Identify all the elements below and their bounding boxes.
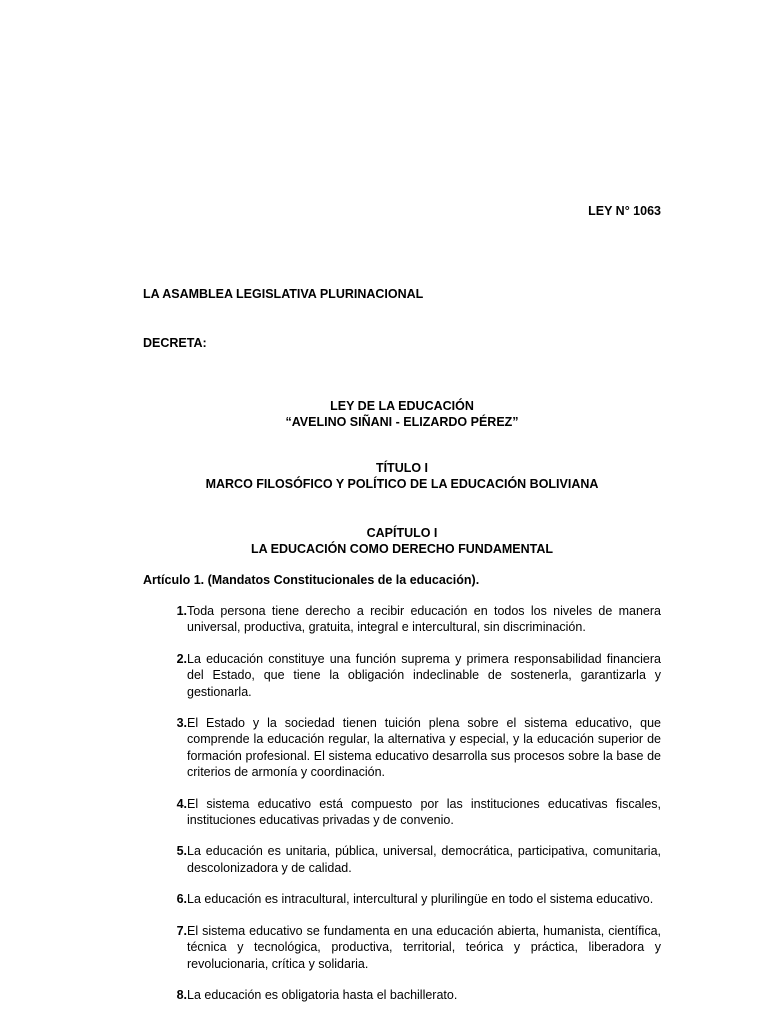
item-number: 3.	[176, 716, 187, 731]
item-text: La educación es obligatoria hasta el bachillerato.	[187, 987, 458, 1002]
item-number: 1.	[176, 604, 187, 618]
list-item	[143, 651, 661, 700]
law-title	[143, 398, 661, 430]
item-text: La educación es unitaria, pública, universal, democrática, participativa, comunitaria, descolonizadora y de calidad.	[187, 844, 661, 875]
item-number: 5.	[176, 844, 187, 859]
list-item	[143, 987, 661, 1003]
article-heading: Artículo 1. (Mandatos Constitucionales de la educación).	[143, 573, 480, 587]
item-number: 7.	[176, 923, 187, 938]
item-text: La educación constituye una función suprema y primera responsabilidad financiera del Estado, que tiene la obligación indeclinable de sostenerla, garantizarla y gestionarla.	[187, 651, 661, 699]
list-item	[143, 843, 661, 876]
item-number: 4.	[176, 796, 187, 811]
decreta-heading: DECRETA:	[143, 336, 207, 350]
item-text: La educación es intracultural, intercultural y plurilingüe en todo el sistema educativo.	[187, 892, 654, 907]
title-number: TÍTULO I	[375, 461, 429, 475]
item-number: 8.	[176, 987, 187, 1002]
list-item	[143, 923, 661, 972]
chapter-heading	[143, 525, 661, 557]
item-number: 6.	[176, 892, 187, 907]
list-item	[143, 603, 661, 636]
law-title-line2: “AVELINO SIÑANI - ELIZARDO PÉREZ”	[285, 415, 519, 429]
chapter-number: CAPÍTULO I	[366, 526, 438, 540]
item-text: Toda persona tiene derecho a recibir educación en todos los niveles de manera universal, productiva, gratuita, integral e intercultural, sin discriminación.	[187, 604, 661, 635]
law-title-line1: LEY DE LA EDUCACIÓN	[330, 399, 474, 413]
item-text: El Estado y la sociedad tienen tuición plena sobre el sistema educativo, que comprende la educación regular, la alternativa y especial, y la educación superior de formación profesional. El sistema educativo desarrolla sus procesos sobre la base de criterios de armonía y coordinación.	[187, 716, 661, 780]
list-item	[143, 715, 661, 781]
article-items-list	[143, 603, 661, 1018]
item-text: El sistema educativo está compuesto por las instituciones educativas fiscales, instituciones educativas privadas y de convenio.	[187, 796, 661, 828]
law-number: LEY N° 1063	[588, 204, 661, 218]
title-heading	[143, 460, 661, 492]
chapter-name: LA EDUCACIÓN COMO DERECHO FUNDAMENTAL	[250, 542, 554, 556]
title-name: MARCO FILOSÓFICO Y POLÍTICO DE LA EDUCACIÓN BOLIVIANA	[205, 477, 599, 491]
assembly-heading: LA ASAMBLEA LEGISLATIVA PLURINACIONAL	[143, 287, 424, 301]
item-number: 2.	[176, 651, 187, 666]
list-item	[143, 796, 661, 829]
list-item	[143, 891, 661, 907]
item-text: El sistema educativo se fundamenta en una educación abierta, humanista, científica, técnica y tecnológica, productiva, territorial, teórica y práctica, liberadora y revolucionaria, crítica y solidaria.	[187, 923, 661, 971]
